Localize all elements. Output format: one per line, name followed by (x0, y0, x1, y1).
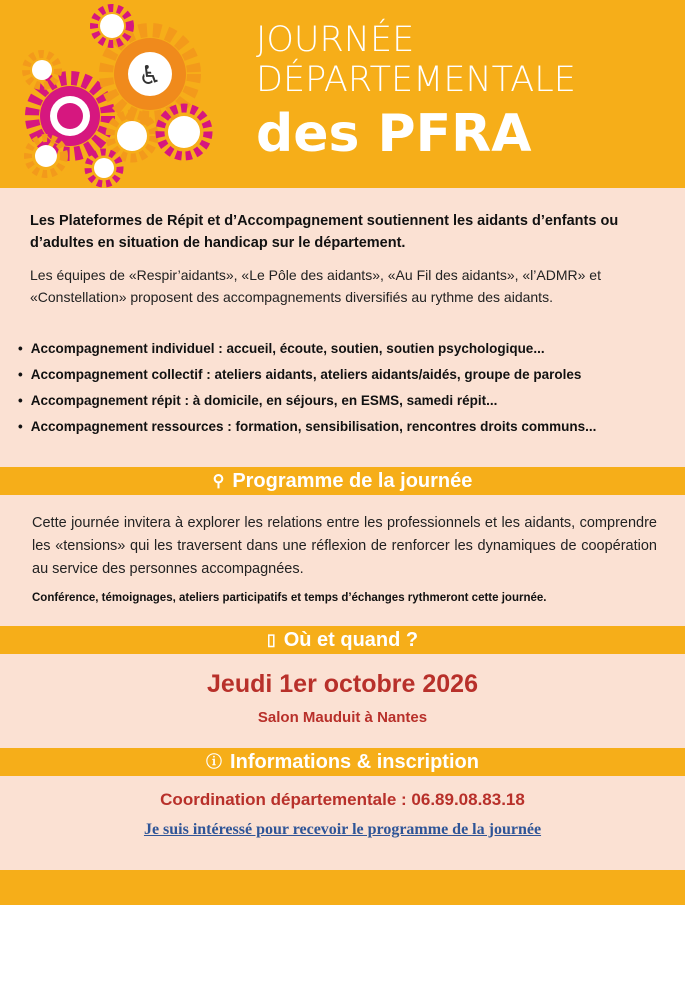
title-line-3: des PFRA (256, 104, 532, 164)
info-heading: Informations & inscription (230, 751, 479, 773)
gear-small-left (26, 54, 58, 86)
list-item: • Accompagnement individuel : accueil, écoute, soutien, soutien psychologique... (18, 340, 678, 366)
programme-heading-band (0, 467, 685, 495)
list-item: • Accompagnement collectif : ateliers aidants, ateliers aidants/aidés, groupe de paroles (18, 366, 678, 392)
gear-small-top (94, 8, 130, 44)
key-icon: ⚲ (212, 473, 225, 490)
interest-link[interactable]: Je suis intéressé pour recevoir le programme de la journée (143, 821, 542, 838)
where-when-heading-band (0, 626, 685, 654)
event-place: Salon Mauduit à Nantes (257, 709, 428, 726)
programme-text: Cette journée invitera à explorer les relations entre les professionnels et les aidants, comprendre les «tensions» qui les traversent dans une réflexion de renforcer les dynamiques de coopération au service des personnes accompagnées. (32, 515, 657, 577)
title-line-1: JOURNÉE (256, 20, 415, 60)
event-date: Jeudi 1er octobre 2026 (207, 670, 478, 698)
gear-small-right (160, 108, 208, 156)
intro-body: Les équipes de «Respir’aidants», «Le Pôle des aidants», «Au Fil des aidants», «l’ADMR» et «Constellation» proposent des accompagnements diversifiés au rythme des aidants. (30, 267, 601, 305)
intro-lead: Les Plateformes de Répit et d’Accompagnement soutiennent les aidants d’enfants ou d’adultes en situation de handicap sur le département. (30, 213, 619, 251)
list-item: • Accompagnement ressources : formation, sensibilisation, rencontres droits communs... (18, 418, 678, 444)
header-banner (0, 0, 685, 188)
coordination-phone: Coordination départementale : 06.89.08.83.18 (160, 790, 525, 809)
gear-small-bottom-mid (88, 152, 120, 184)
list-item: • Accompagnement répit : à domicile, en séjours, en ESMS, samedi répit... (18, 392, 678, 418)
programme-heading: Programme de la journée (232, 470, 473, 492)
programme-bold-text: Conférence, témoignages, ateliers participatifs et temps d’échanges rythmeront cette journée. (32, 592, 547, 604)
gears-logo-icon (12, 4, 252, 188)
services-list (18, 340, 678, 444)
info-icon: ⓘ (206, 754, 223, 771)
event-title (256, 20, 576, 164)
footer-band (0, 870, 685, 905)
info-heading-band (0, 748, 685, 776)
intro-section (30, 210, 670, 308)
gear-magenta-large (32, 78, 108, 154)
svg-text:♿: ♿ (138, 61, 162, 91)
where-when-heading: Où et quand ? (283, 629, 419, 651)
title-line-2: DÉPARTEMENTALE (256, 60, 576, 100)
calendar-icon: ▯ (266, 632, 276, 649)
interest-link-wrap (0, 821, 685, 839)
